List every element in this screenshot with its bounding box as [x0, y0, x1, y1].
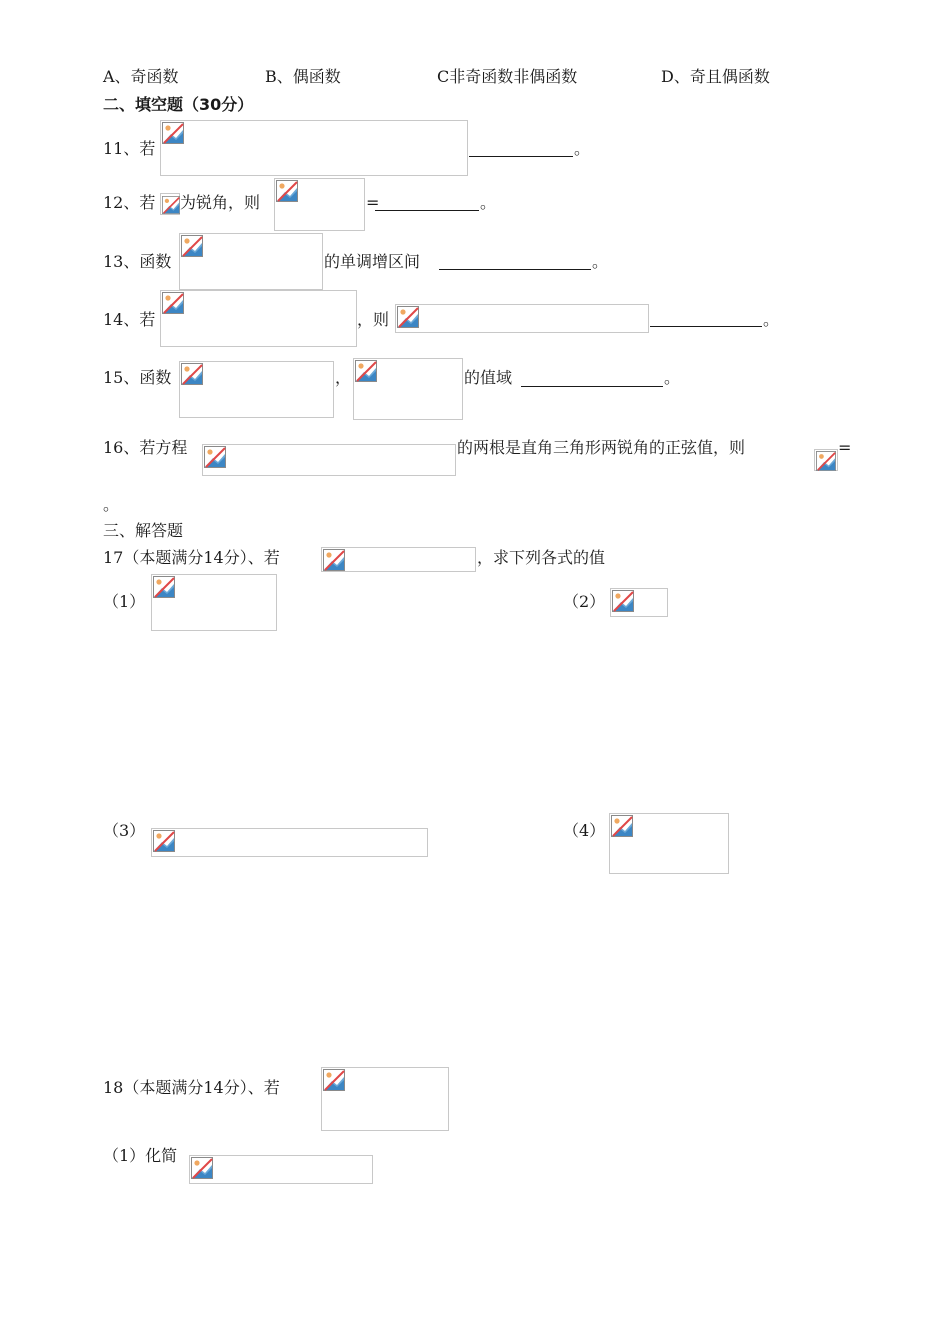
broken-image-icon	[355, 360, 377, 382]
q16-mid: 的两根是直角三角形两锐角的正弦值，则	[457, 438, 746, 457]
q18-part-1-image	[189, 1155, 373, 1184]
q17-prefix: 17（本题满分14分）、若	[103, 548, 280, 567]
q17-part-2-label: （2）	[563, 592, 606, 611]
broken-image-icon	[191, 1157, 213, 1179]
q16-prefix: 16、若方程	[103, 438, 188, 457]
broken-image-icon	[181, 363, 203, 385]
broken-image-icon	[153, 576, 175, 598]
q13-prefix: 13、函数	[103, 252, 172, 271]
q16-end: 。	[103, 495, 120, 514]
broken-image-icon	[397, 306, 419, 328]
q15-comma: ，	[335, 368, 352, 387]
q14-prefix: 14、若	[103, 310, 156, 329]
broken-image-icon	[181, 235, 203, 257]
q17-condition-image	[321, 547, 476, 572]
q17-part-3-image	[151, 828, 428, 857]
broken-image-icon	[611, 815, 633, 837]
broken-image-icon	[276, 180, 298, 202]
q14-mid: ，则	[357, 310, 390, 329]
q18-condition-image	[321, 1067, 449, 1131]
broken-image-icon	[612, 590, 634, 612]
q16-equation-image	[202, 444, 456, 476]
q17-part-3-label: （3）	[103, 821, 146, 840]
option-b: B、偶函数	[265, 67, 341, 86]
broken-image-icon	[204, 446, 226, 468]
q12-prefix: 12、若	[103, 193, 156, 212]
option-c: C非奇函数非偶函数	[437, 67, 578, 86]
q18-prefix: 18（本题满分14分）、若	[103, 1078, 280, 1097]
q12-mid: 为锐角，则	[180, 193, 261, 212]
broken-image-icon	[323, 1069, 345, 1091]
broken-image-icon	[162, 122, 184, 144]
broken-image-icon	[816, 451, 836, 471]
q15-function-image	[179, 361, 334, 418]
q13-function-image	[179, 233, 323, 290]
q15-answer-blank	[521, 386, 663, 387]
q11-suffix: 。	[574, 139, 591, 158]
section-2-title: 二、填空题（30分）	[103, 95, 254, 114]
q12-variable-image	[160, 193, 180, 215]
q11-answer-blank	[469, 156, 573, 157]
q17-part-4-image	[609, 813, 729, 874]
q12-suffix: 。	[480, 193, 497, 212]
q13-mid: 的单调增区间	[324, 252, 421, 271]
broken-image-icon	[323, 549, 345, 571]
q14-expression-image	[395, 304, 649, 333]
q15-mid: 的值域	[464, 368, 513, 387]
q11-formula-image	[160, 120, 468, 176]
q15-suffix: 。	[664, 368, 681, 387]
section-3-title: 三、解答题	[103, 521, 184, 540]
q11-prefix: 11、若	[103, 139, 156, 158]
q17-part-4-label: （4）	[563, 821, 606, 840]
q15-prefix: 15、函数	[103, 368, 172, 387]
option-d: D、奇且偶函数	[661, 67, 770, 86]
q17-part-1-label: （1）	[103, 592, 146, 611]
q12-answer-blank	[375, 210, 479, 211]
q16-equals: =	[838, 438, 852, 457]
option-a: A、奇函数	[103, 67, 179, 86]
q12-equals: =	[366, 193, 380, 212]
q17-part-1-image	[151, 574, 277, 631]
q16-variable-image	[814, 449, 838, 471]
q14-condition-image	[160, 290, 357, 347]
q14-suffix: 。	[763, 310, 780, 329]
broken-image-icon	[162, 292, 184, 314]
q15-domain-image	[353, 358, 463, 420]
q13-answer-blank	[439, 269, 591, 270]
q13-suffix: 。	[592, 252, 609, 271]
broken-image-icon	[162, 195, 180, 215]
q17-part-2-image	[610, 588, 668, 617]
q12-formula-image	[274, 178, 365, 231]
q17-mid: ，求下列各式的值	[477, 548, 606, 567]
broken-image-icon	[153, 830, 175, 852]
q18-part-1-label: （1）化简	[103, 1146, 178, 1165]
q14-answer-blank	[650, 326, 762, 327]
